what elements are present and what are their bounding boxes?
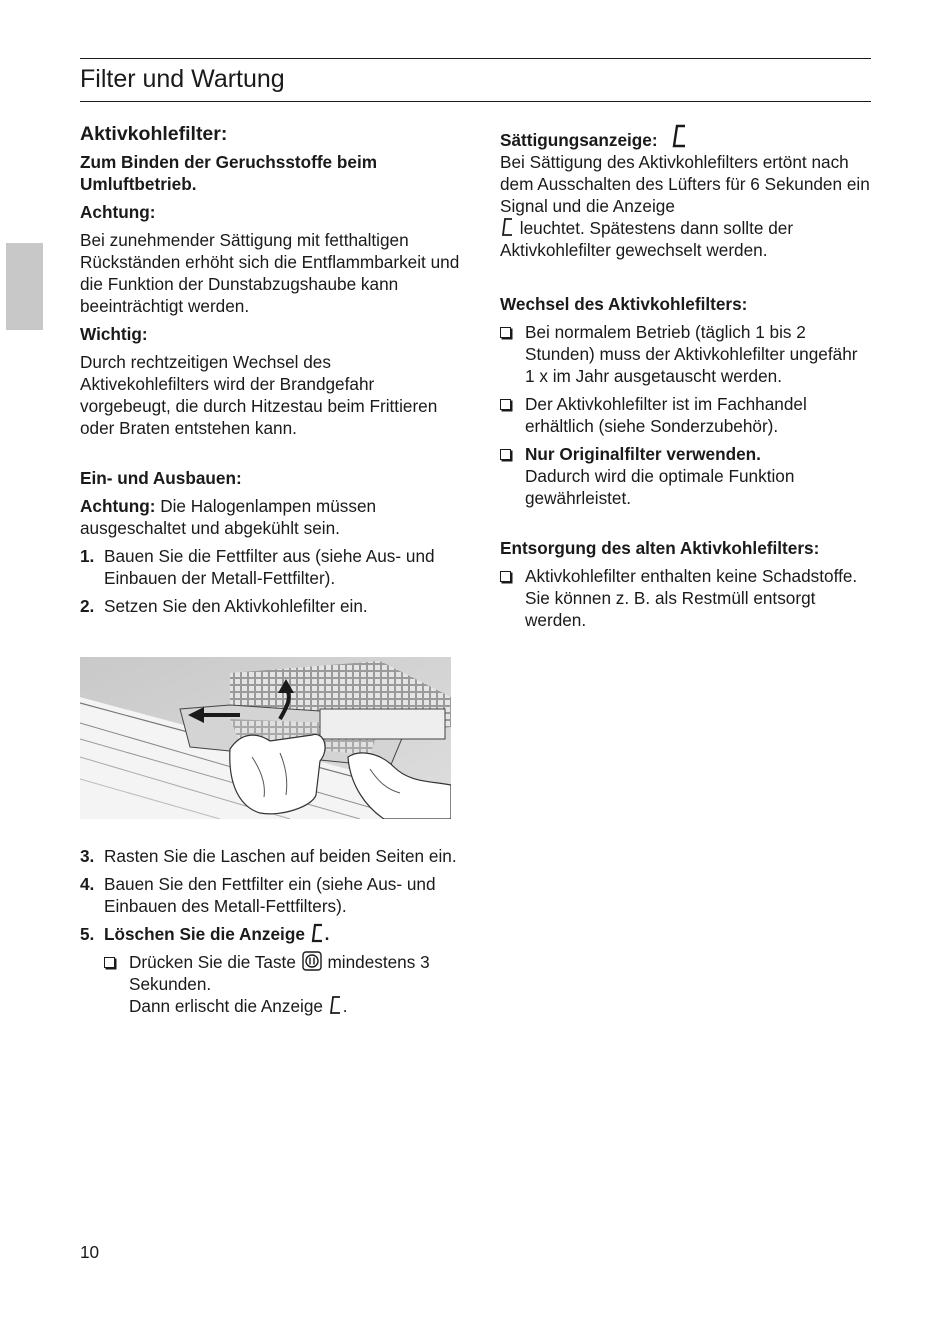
einbau-achtung-text: Die Halogenlampen müssen ausgeschaltet und abgekühlt sein.: [80, 496, 377, 538]
checkbox-bullet-icon: [500, 321, 525, 387]
wichtig-label: Wichtig:: [80, 324, 148, 344]
filter-installation-illustration: [80, 657, 451, 819]
achtung-text: Bei zunehmender Sättigung mit fetthaltigen Rückständen erhöht sich die Entflammbarkeit und die Funktion der Dunstabzugshaube kann beeinträchtigt werden.: [80, 230, 460, 316]
saturation-display-icon: [672, 124, 688, 148]
page-title: Filter und Wartung: [80, 65, 285, 93]
saturation-text-a: Bei Sättigung des Aktivkohlefilters ertönt nach dem Ausschalten des Lüfters für 6 Sekunden ein Signal und die Anzeige: [500, 152, 870, 216]
step5-sub-c: Dann erlischt die Anzeige: [129, 996, 323, 1016]
right-column: [500, 124, 870, 637]
step-text: Rasten Sie die Laschen auf beiden Seiten ein.: [104, 846, 457, 866]
section-heading-aktivkohlefilter: Aktivkohlefilter:: [80, 123, 228, 145]
saturation-display-icon: [501, 217, 514, 237]
left-column: [80, 121, 460, 623]
wechsel-item: [500, 443, 870, 509]
checkbox-bullet-icon: [500, 565, 525, 631]
left-column-continued: [80, 845, 460, 1023]
step-number: 5.: [80, 924, 95, 944]
step5-subitem: [104, 951, 460, 1017]
step-1: [80, 545, 460, 589]
entsorgung-heading: Entsorgung des alten Aktivkohlefilters:: [500, 538, 820, 558]
wichtig-text: Durch rechtzeitigen Wechsel des Aktivekohlefilters wird der Brandgefahr vorgebeugt, die durch Hitzestau beim Frittieren oder Braten entstehen kann.: [80, 352, 438, 438]
step-text: Setzen Sie den Aktivkohlefilter ein.: [104, 596, 368, 616]
step-text: Bauen Sie die Fettfilter aus (siehe Aus- und Einbauen der Metall-Fettfilter).: [104, 546, 435, 588]
header-rule-bottom: [80, 101, 871, 102]
step5-subitem-text: [129, 951, 460, 1017]
entsorgung-item-text: Aktivkohlefilter enthalten keine Schadstoffe. Sie können z. B. als Restmüll entsorgt werden.: [525, 566, 858, 630]
wechsel-item-text: Dadurch wird die optimale Funktion gewährleistet.: [525, 466, 795, 508]
step-number: 1.: [80, 546, 95, 566]
page-number: 10: [80, 1242, 100, 1262]
step5-text: Löschen Sie die Anzeige: [104, 924, 305, 944]
wechsel-item-text: Der Aktivkohlefilter ist im Fachhandel erhältlich (siehe Sonderzubehör).: [525, 394, 807, 436]
step-text: Bauen Sie den Fettfilter ein (siehe Aus- und Einbauen des Metall-Fettfilters).: [104, 874, 436, 916]
wechsel-item-body: [525, 443, 870, 509]
step-5: [80, 923, 460, 945]
wechsel-item-bold: Nur Originalfilter verwenden.: [525, 444, 761, 464]
einbau-heading: Ein- und Ausbauen:: [80, 468, 242, 488]
entsorgung-item: [500, 565, 870, 631]
wechsel-heading: Wechsel des Aktivkohlefilters:: [500, 294, 748, 314]
side-tab-marker: [6, 243, 43, 330]
saturation-text-b: leuchtet. Spätestens dann sollte der Aktivkohlefilter gewechselt werden.: [500, 218, 794, 260]
step-3: [80, 845, 460, 867]
step-number: 2.: [80, 596, 95, 616]
step5-sub-b: mindestens 3 Sekunden.: [129, 952, 430, 994]
saturation-display-icon: [311, 923, 324, 943]
step-number: 3.: [80, 846, 95, 866]
wechsel-item-text: Bei normalem Betrieb (täglich 1 bis 2 Stunden) muss der Aktivkohlefilter ungefähr 1 x im Jahr ausgetauscht werden.: [525, 322, 858, 386]
step-2: [80, 595, 460, 617]
saturation-heading-text: Sättigungsanzeige:: [500, 130, 658, 150]
saturation-text: [500, 151, 870, 261]
einbau-achtung: [80, 495, 460, 539]
intro-text: Zum Binden der Geruchsstoffe beim Umluftbetrieb.: [80, 152, 378, 194]
checkbox-bullet-icon: [500, 393, 525, 437]
step-text: [104, 923, 460, 945]
filter-button-icon: [302, 951, 322, 971]
checkbox-bullet-icon: [104, 951, 129, 1017]
wechsel-item: [500, 393, 870, 437]
step-number: 4.: [80, 874, 95, 894]
achtung-label: Achtung:: [80, 202, 156, 222]
step5-end: .: [324, 924, 330, 944]
checkbox-bullet-icon: [500, 443, 525, 509]
step-4: [80, 873, 460, 917]
saturation-heading: [500, 124, 870, 151]
saturation-display-icon: [329, 995, 342, 1015]
step5-sub-a: Drücken Sie die Taste: [129, 952, 296, 972]
header-rule-top: [80, 58, 871, 59]
wechsel-item: [500, 321, 870, 387]
step5-sub-end: .: [342, 996, 348, 1016]
einbau-achtung-label: Achtung:: [80, 496, 156, 516]
